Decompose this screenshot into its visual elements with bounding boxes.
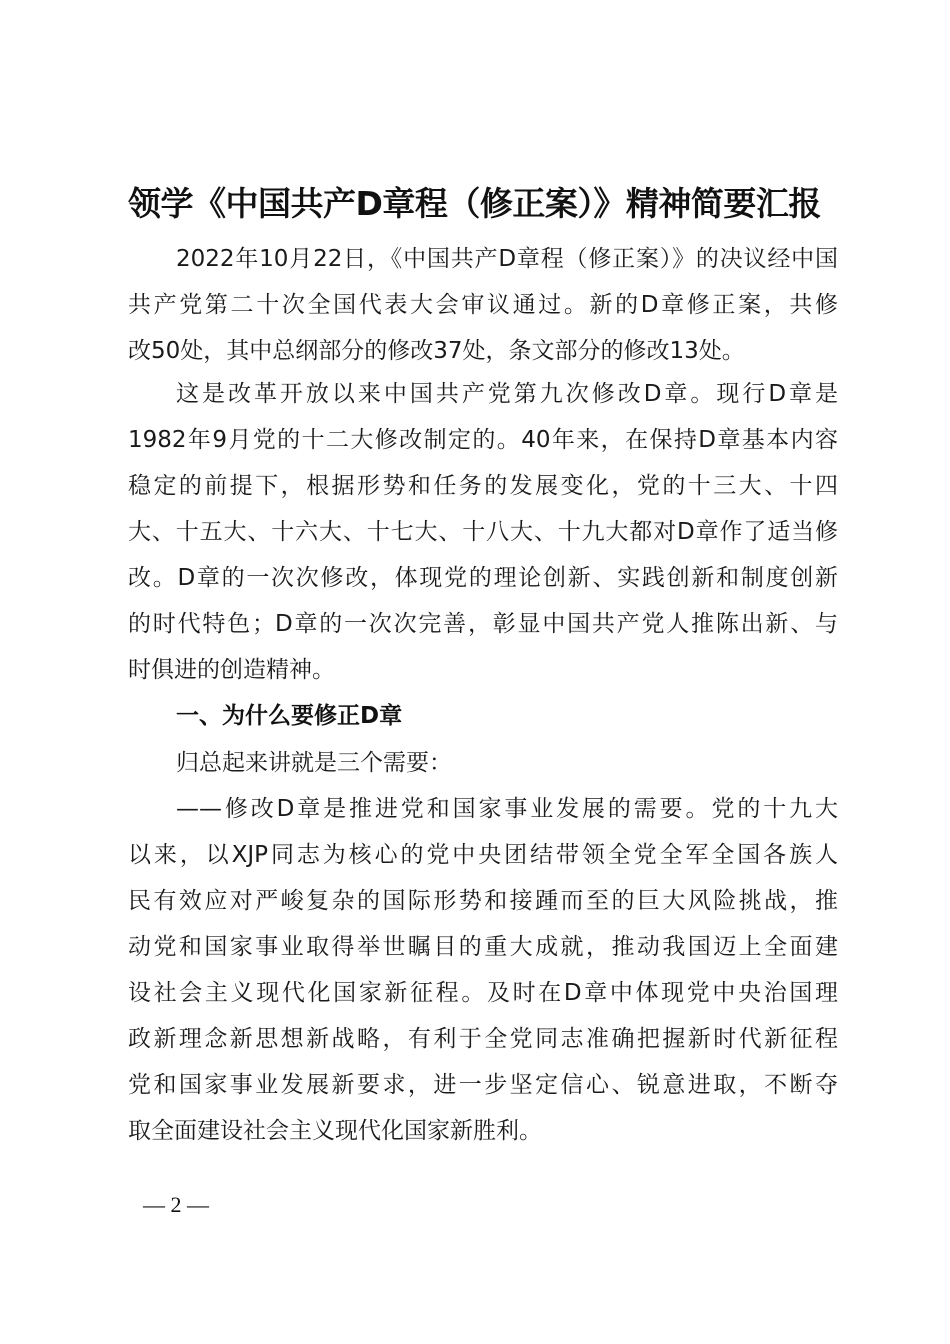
paragraph-line: 稳定的前提下，根据形势和任务的发展变化，党的十三大、十四: [128, 473, 838, 499]
section-paragraph-1: [128, 740, 838, 786]
paragraph-line: 归总起来讲就是三个需要：: [176, 750, 452, 776]
paragraph-line: 大、十五大、十六大、十七大、十八大、十九大都对D章作了适当修: [128, 519, 838, 545]
paragraph-line: 党和国家事业发展新要求，进一步坚定信心、锐意进取，不断夺: [128, 1072, 838, 1098]
paragraph-line: 这是改革开放以来中国共产党第九次修改D章。现行D章是: [176, 381, 838, 407]
paragraph-line: 取全面建设社会主义现代化国家新胜利。: [128, 1118, 542, 1144]
paragraph-line: 改50处，其中总纲部分的修改37处，条文部分的修改13处。: [128, 338, 745, 364]
paragraph-line: 以来，以XJP同志为核心的党中央团结带领全党全军全国各族人: [128, 842, 838, 868]
paragraph-1: [128, 236, 838, 374]
paragraph-line: 改。D章的一次次修改，体现党的理论创新、实践创新和制度创新: [128, 565, 838, 591]
section-paragraph-2: [128, 786, 838, 1154]
document-title: 领学《中国共产D章程（修正案）》精神简要汇报: [128, 184, 821, 223]
paragraph-line: 时俱进的创造精神。: [128, 657, 335, 683]
paragraph-2: [128, 371, 838, 693]
paragraph-line: 政新理念新思想新战略，有利于全党同志准确把握新时代新征程: [128, 1026, 838, 1052]
paragraph-line: 的时代特色；D章的一次次完善，彰显中国共产党人推陈出新、与: [128, 611, 838, 637]
page-number: — 2 —: [143, 1192, 209, 1217]
paragraph-line: 民有效应对严峻复杂的国际形势和接踵而至的巨大风险挑战，推: [128, 888, 838, 914]
paragraph-line: 1982年9月党的十二大修改制定的。40年来，在保持D章基本内容: [128, 427, 838, 453]
paragraph-line: ——修改D章是推进党和国家事业发展的需要。党的十九大: [176, 796, 838, 822]
section-heading: 一、为什么要修正D章: [176, 703, 403, 729]
paragraph-line: 动党和国家事业取得举世瞩目的重大成就，推动我国迈上全面建: [128, 934, 838, 960]
paragraph-line: 设社会主义现代化国家新征程。及时在D章中体现党中央治国理: [128, 980, 838, 1006]
paragraph-line: 共产党第二十次全国代表大会审议通过。新的D章修正案，共修: [128, 292, 838, 318]
paragraph-line: 2022年10月22日，《中国共产D章程（修正案）》的决议经中国: [176, 246, 838, 272]
